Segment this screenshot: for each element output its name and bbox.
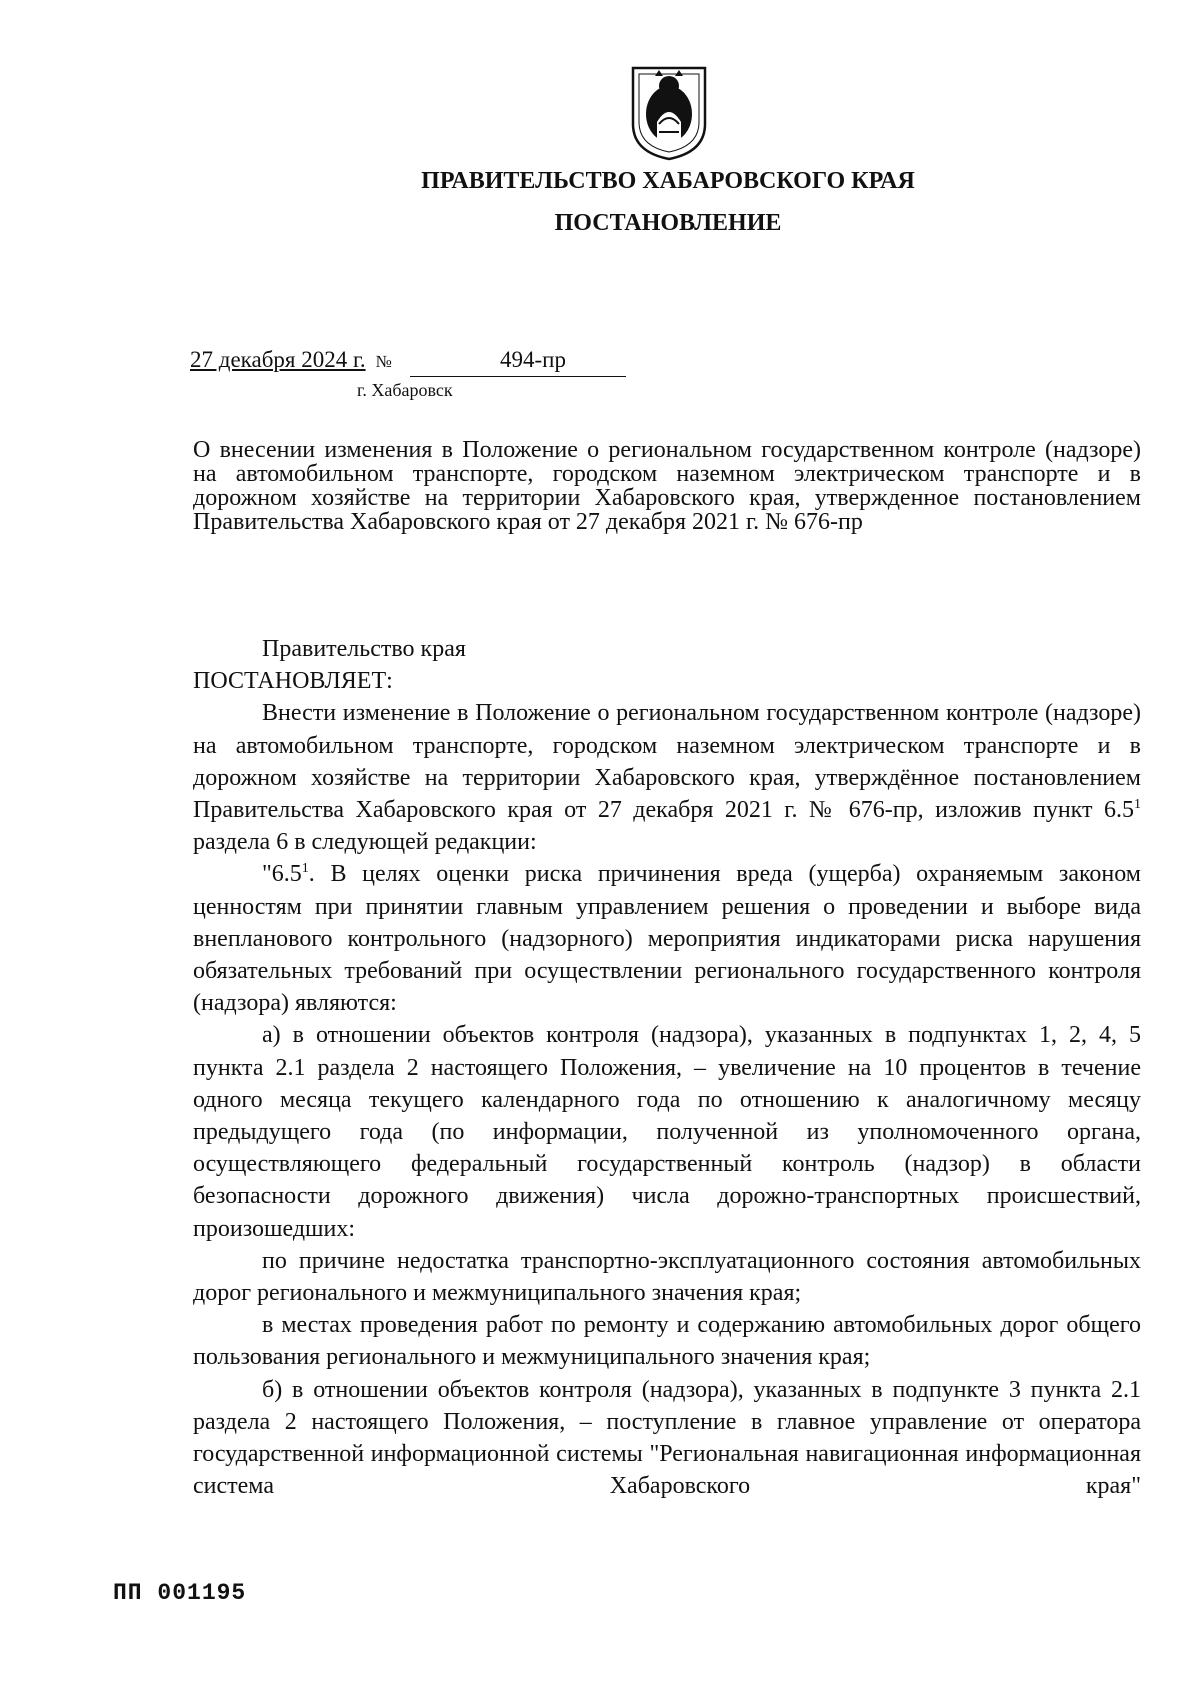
serial-number: ПП 001195 — [113, 1580, 247, 1606]
document-number: 494-пр — [500, 347, 566, 372]
superscript: 1 — [301, 861, 309, 877]
paragraph-6-5-1 — [193, 858, 1141, 1019]
paragraph-b: б) в отношении объектов контроля (надзора), указанных в подпункте 3 пункта 2.1 раздела 2 настоящего Положения, – поступление в главное управление от оператора государственной информационной системы "Региональная навигационная информационная система Хабаровского края" — [193, 1376, 1141, 1500]
paragraph-a: а) в отношении объектов контроля (надзора), указанных в подпунктах 1, 2, 4, 5 пункта 2.1 раздела 2 настоящего Положения, – увеличение на 10 процентов в течение одного месяца текущего календарного года по отношению к аналогичному месяцу предыдущего года (по информации, полученной из уполномоченного органа, осуществляющего федеральный государственный контроль (надзор) в области безопасности дорожного движения) числа дорожно-транспортных происшествий, произошедших: — [193, 1022, 1141, 1242]
number-sign: № — [375, 352, 392, 371]
document-date: 27 декабря 2024 г. — [190, 347, 366, 372]
paragraph-a-item-1: по причине недостатка транспортно-эксплуатационного состояния автомобильных дорог регионального и межмуниципального значения края; — [193, 1247, 1141, 1307]
paragraph-amendment — [193, 697, 1141, 858]
coat-of-arms-icon — [627, 62, 711, 162]
date-line — [190, 347, 392, 373]
government-line: Правительство края — [262, 636, 466, 662]
paragraph-amendment-text: Внести изменение в Положение о региональном государственном контроле (надзоре) на автомобильном транспорте, городском наземном электрическом транспорте и в дорожном хозяйстве на территории Хабаровского края, утверждённое постановлением Правительства Хабаровского края от 27 декабря 2021 г. № 676-пр, изложив пункт 6.5 — [193, 700, 1141, 824]
document-title: О внесении изменения в Положение о региональном государственном контроле (надзоре) на автомобильном транспорте, городском наземном электрическом транспорте и в дорожном хозяйстве на территории Хабаровского края, утвержденное постановлением Правительства Хабаровского края от 27 декабря 2021 г. № 676-пр — [193, 437, 1141, 535]
document-body — [193, 633, 1141, 1502]
paragraph-amendment-tail: раздела 6 в следующей редакции: — [193, 829, 537, 856]
document-type: ПОСТАНОВЛЕНИЕ — [554, 210, 782, 236]
paragraph-a-item-2: в местах проведения работ по ремонту и содержанию автомобильных дорог общего пользования регионального и межмуниципального значения края; — [193, 1312, 1141, 1371]
document-city: г. Хабаровск — [357, 380, 453, 400]
clause-text: . В целях оценки риска причинения вреда (ущерба) охраняемым законом ценностям при принятии главным управлением решения о проведении и выборе вида внепланового контрольного (надзорного) мероприятия индикаторами риска нарушения обязательных требований при осуществлении регионального государственного контроля (надзора) являются: — [193, 861, 1141, 1017]
organization-name: ПРАВИТЕЛЬСТВО ХАБАРОВСКОГО КРАЯ — [421, 168, 915, 194]
clause-number: "6.5 — [262, 861, 302, 888]
decrees-line: ПОСТАНОВЛЯЕТ: — [193, 668, 393, 695]
superscript: 1 — [1134, 797, 1141, 813]
number-underline — [410, 376, 626, 377]
